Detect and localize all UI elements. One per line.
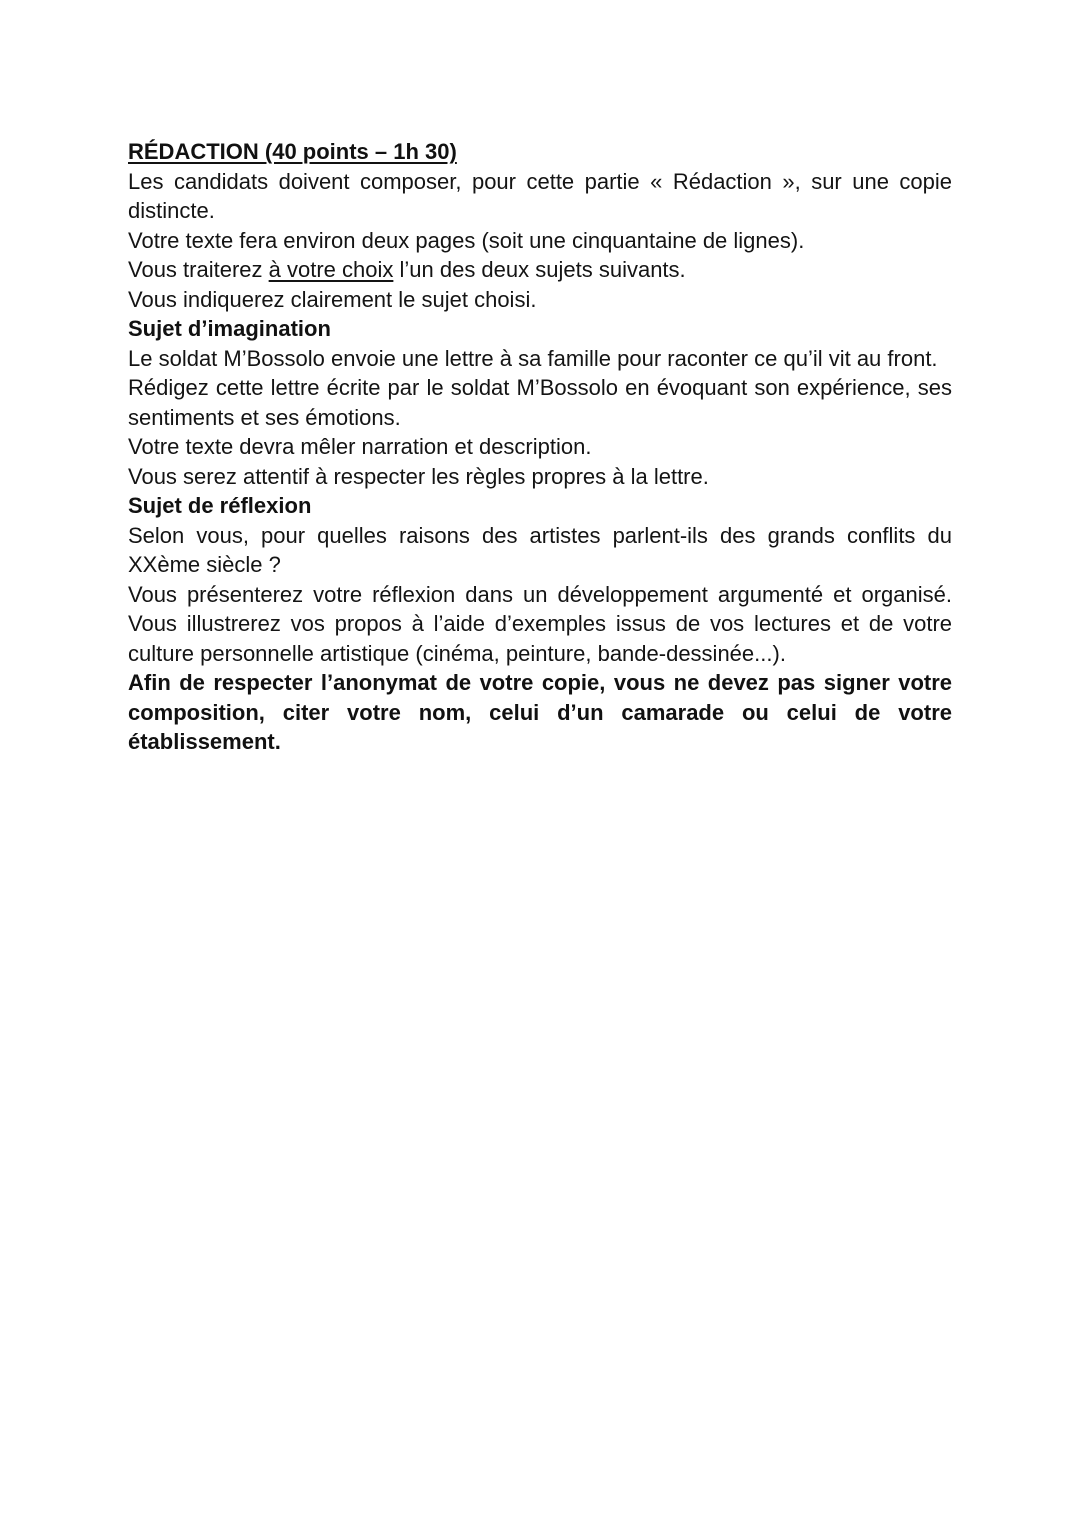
anonymity-warning: Afin de respecter l’anonymat de votre copie, vous ne devez pas signer votre composition, citer votre nom, celui d’un camarade ou celui de votre établissement. bbox=[128, 670, 952, 754]
intro-paragraph: Les candidats doivent composer, pour cette partie « Rédaction », sur une copie distincte. bbox=[128, 168, 952, 223]
choice-underlined-phrase: à votre choix bbox=[268, 257, 394, 282]
choice-instruction-pre: Vous traiterez bbox=[128, 257, 269, 282]
reflexion-instructions: Vous présenterez votre réflexion dans un développement argumenté et organisé. Vous illustrerez vos propos à l’aide d’exemples issus de vos lectures et de votre culture personnelle artistique (cinéma, peinture, bande-dessinée...). bbox=[128, 581, 952, 666]
choice-instruction-post: l’un des deux sujets suivants. bbox=[393, 257, 686, 282]
indicate-instruction-line: Vous indiquerez clairement le sujet choisi. bbox=[128, 286, 537, 312]
choice-instruction-line bbox=[128, 255, 952, 285]
imagination-task-paragraph: Rédigez cette lettre écrite par le soldat M’Bossolo en évoquant son expérience, ses sentiments et ses émotions. bbox=[128, 375, 952, 430]
reflexion-question: Selon vous, pour quelles raisons des artistes parlent-ils des grands conflits du XXème siècle ? bbox=[128, 522, 952, 577]
length-instruction-line: Votre texte fera environ deux pages (soit une cinquantaine de lignes). bbox=[128, 227, 805, 253]
redaction-title: RÉDACTION (40 points – 1h 30) bbox=[128, 139, 457, 164]
imagination-constraint-letter-rules: Vous serez attentif à respecter les règles propres à la lettre. bbox=[128, 463, 709, 489]
imagination-premise: Le soldat M’Bossolo envoie une lettre à sa famille pour raconter ce qu’il vit au front. bbox=[128, 345, 938, 371]
reflexion-heading: Sujet de réflexion bbox=[128, 493, 312, 518]
imagination-heading: Sujet d’imagination bbox=[128, 316, 331, 341]
imagination-constraint-narration: Votre texte devra mêler narration et description. bbox=[128, 434, 592, 459]
